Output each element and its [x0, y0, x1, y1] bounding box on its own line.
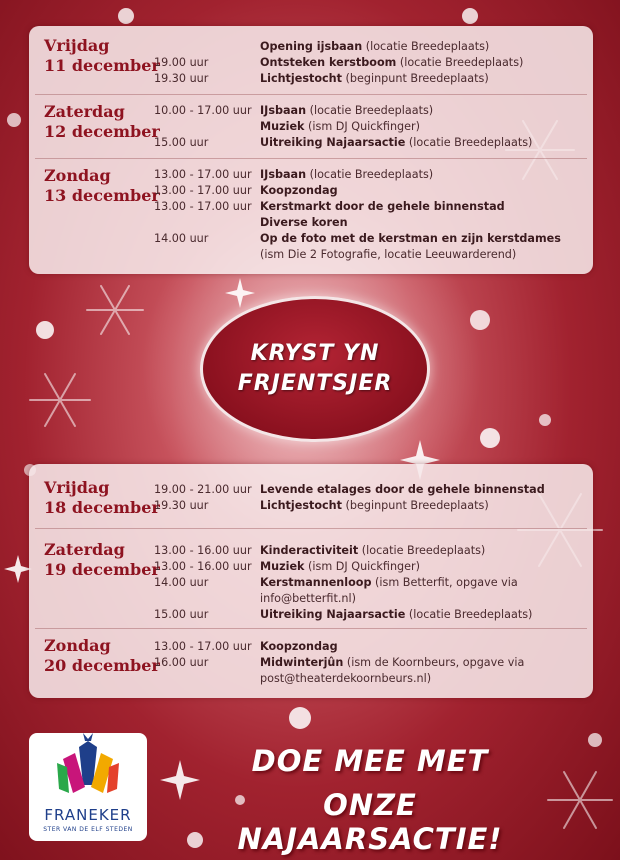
event-title: Koopzondag	[260, 640, 338, 653]
event-row	[29, 199, 593, 215]
event-title: Uitreiking Najaarsactie	[260, 136, 406, 149]
event-description	[260, 591, 356, 607]
event-detail: (locatie Breedeplaats)	[396, 56, 524, 69]
event-row	[29, 482, 593, 498]
event-description	[260, 543, 485, 559]
crown-icon	[29, 733, 147, 805]
day-divider	[35, 528, 587, 529]
day-name: Vrijdag	[44, 478, 110, 497]
event-time: 19.30 uur	[154, 72, 209, 85]
cta-line-2: ONZE NAJAARSACTIE!	[237, 788, 503, 856]
event-time: 13.00 - 16.00 uur	[154, 560, 252, 573]
event-description	[260, 103, 433, 119]
event-detail: (locatie Breedeplaats)	[405, 136, 533, 149]
badge-title-line-1: KRYST YN	[250, 341, 380, 366]
event-row	[29, 543, 593, 559]
event-time: 13.00 - 17.00 uur	[154, 640, 252, 653]
event-row	[29, 575, 593, 591]
event-description	[260, 135, 532, 151]
event-description	[260, 247, 516, 263]
event-description	[260, 39, 489, 55]
cta-line-1: DOE MEE MET	[251, 744, 489, 778]
event-title: Opening ijsbaan	[260, 40, 363, 53]
event-row	[29, 607, 593, 623]
event-row	[29, 119, 593, 135]
event-row	[29, 71, 593, 87]
event-row	[29, 103, 593, 119]
event-title: Kerstmarkt door de gehele binnenstad	[260, 200, 505, 213]
event-title: Op de foto met de kerstman en zijn kerstdames	[260, 232, 561, 245]
event-title: IJsbaan	[260, 168, 307, 181]
day-name: Zaterdag	[44, 540, 125, 559]
event-description	[260, 231, 561, 247]
event-description	[260, 183, 338, 199]
event-detail: (ism DJ Quickfinger)	[304, 560, 420, 573]
event-time: 15.00 uur	[154, 136, 209, 149]
day-name: Zondag	[44, 166, 111, 185]
event-description	[260, 199, 505, 215]
event-description	[260, 482, 545, 498]
event-detail: (ism Die 2 Fotografie, locatie Leeuwarderend)	[260, 248, 517, 261]
event-title: Ontsteken kerstboom	[260, 56, 397, 69]
day-date: 20 december	[44, 656, 160, 675]
event-detail: (beginpunt Breedeplaats)	[341, 72, 489, 85]
badge-title-line-2: FRJENTSJER	[237, 371, 393, 396]
event-description	[260, 559, 420, 575]
event-description	[260, 215, 348, 231]
event-row	[29, 183, 593, 199]
event-row	[29, 135, 593, 151]
event-detail: (locatie Breedeplaats)	[358, 544, 486, 557]
event-title: Midwinterjûn	[260, 656, 344, 669]
event-time: 19.00 uur	[154, 56, 209, 69]
event-description	[260, 607, 532, 623]
event-row	[29, 639, 593, 655]
event-description	[260, 119, 420, 135]
event-time: 13.00 - 17.00 uur	[154, 200, 252, 213]
event-description	[260, 55, 523, 71]
day-date: 19 december	[44, 560, 160, 579]
event-time: 13.00 - 17.00 uur	[154, 168, 252, 181]
event-detail: post@theaterdekoornbeurs.nl)	[260, 672, 432, 685]
event-title: Muziek	[260, 560, 305, 573]
event-description	[260, 167, 433, 183]
day-date: 12 december	[44, 122, 160, 141]
event-title: Levende etalages door de gehele binnenstad	[260, 483, 545, 496]
schedule-panel-first-weekend	[29, 26, 593, 274]
event-title-badge	[200, 296, 430, 442]
event-row	[29, 671, 593, 687]
event-detail: (locatie Breedeplaats)	[306, 104, 434, 117]
event-time: 14.00 uur	[154, 232, 209, 245]
event-detail: (ism DJ Quickfinger)	[304, 120, 420, 133]
day-date: 18 december	[44, 498, 160, 517]
event-detail: (locatie Breedeplaats)	[306, 168, 434, 181]
event-detail: (ism de Koornbeurs, opgave via	[343, 656, 525, 669]
day-divider	[35, 94, 587, 95]
franeker-logo	[29, 733, 147, 841]
schedule-panel-second-weekend	[29, 464, 593, 698]
event-description	[260, 575, 518, 591]
day-divider	[35, 158, 587, 159]
event-row	[29, 55, 593, 71]
event-time: 13.00 - 16.00 uur	[154, 544, 252, 557]
event-title: Diverse koren	[260, 216, 348, 229]
event-row	[29, 559, 593, 575]
event-detail: info@betterfit.nl)	[260, 592, 356, 605]
event-row	[29, 655, 593, 671]
event-description	[260, 671, 431, 687]
event-row	[29, 215, 593, 231]
event-time: 15.00 uur	[154, 608, 209, 621]
event-row	[29, 39, 593, 55]
day-date: 11 december	[44, 56, 160, 75]
day-name: Zaterdag	[44, 102, 125, 121]
logo-wordmark: FRANEKER	[44, 806, 132, 824]
event-time: 16.00 uur	[154, 656, 209, 669]
event-row	[29, 167, 593, 183]
event-time: 19.30 uur	[154, 499, 209, 512]
event-title: Kinderactiviteit	[260, 544, 359, 557]
event-row	[29, 498, 593, 514]
day-date: 13 december	[44, 186, 160, 205]
event-detail: (beginpunt Breedeplaats)	[341, 499, 489, 512]
event-title: Koopzondag	[260, 184, 338, 197]
day-name: Zondag	[44, 636, 111, 655]
day-divider	[35, 628, 587, 629]
event-detail: (locatie Breedeplaats)	[405, 608, 533, 621]
event-detail: (ism Betterfit, opgave via	[371, 576, 518, 589]
event-title: Uitreiking Najaarsactie	[260, 608, 406, 621]
event-time: 14.00 uur	[154, 576, 209, 589]
logo-tagline: STER VAN DE ELF STEDEN	[43, 826, 133, 833]
event-description	[260, 639, 338, 655]
event-description	[260, 71, 489, 87]
event-row	[29, 231, 593, 247]
event-row	[29, 591, 593, 607]
event-time: 10.00 - 17.00 uur	[154, 104, 252, 117]
event-detail: (locatie Breedeplaats)	[362, 40, 490, 53]
event-title: Kerstmannenloop	[260, 576, 372, 589]
event-title: Muziek	[260, 120, 305, 133]
event-title: Lichtjestocht	[260, 499, 342, 512]
event-time: 19.00 - 21.00 uur	[154, 483, 252, 496]
event-title: Lichtjestocht	[260, 72, 342, 85]
event-description	[260, 498, 489, 514]
event-title: IJsbaan	[260, 104, 307, 117]
event-time: 13.00 - 17.00 uur	[154, 184, 252, 197]
event-description	[260, 655, 524, 671]
day-name: Vrijdag	[44, 36, 110, 55]
event-row	[29, 247, 593, 263]
